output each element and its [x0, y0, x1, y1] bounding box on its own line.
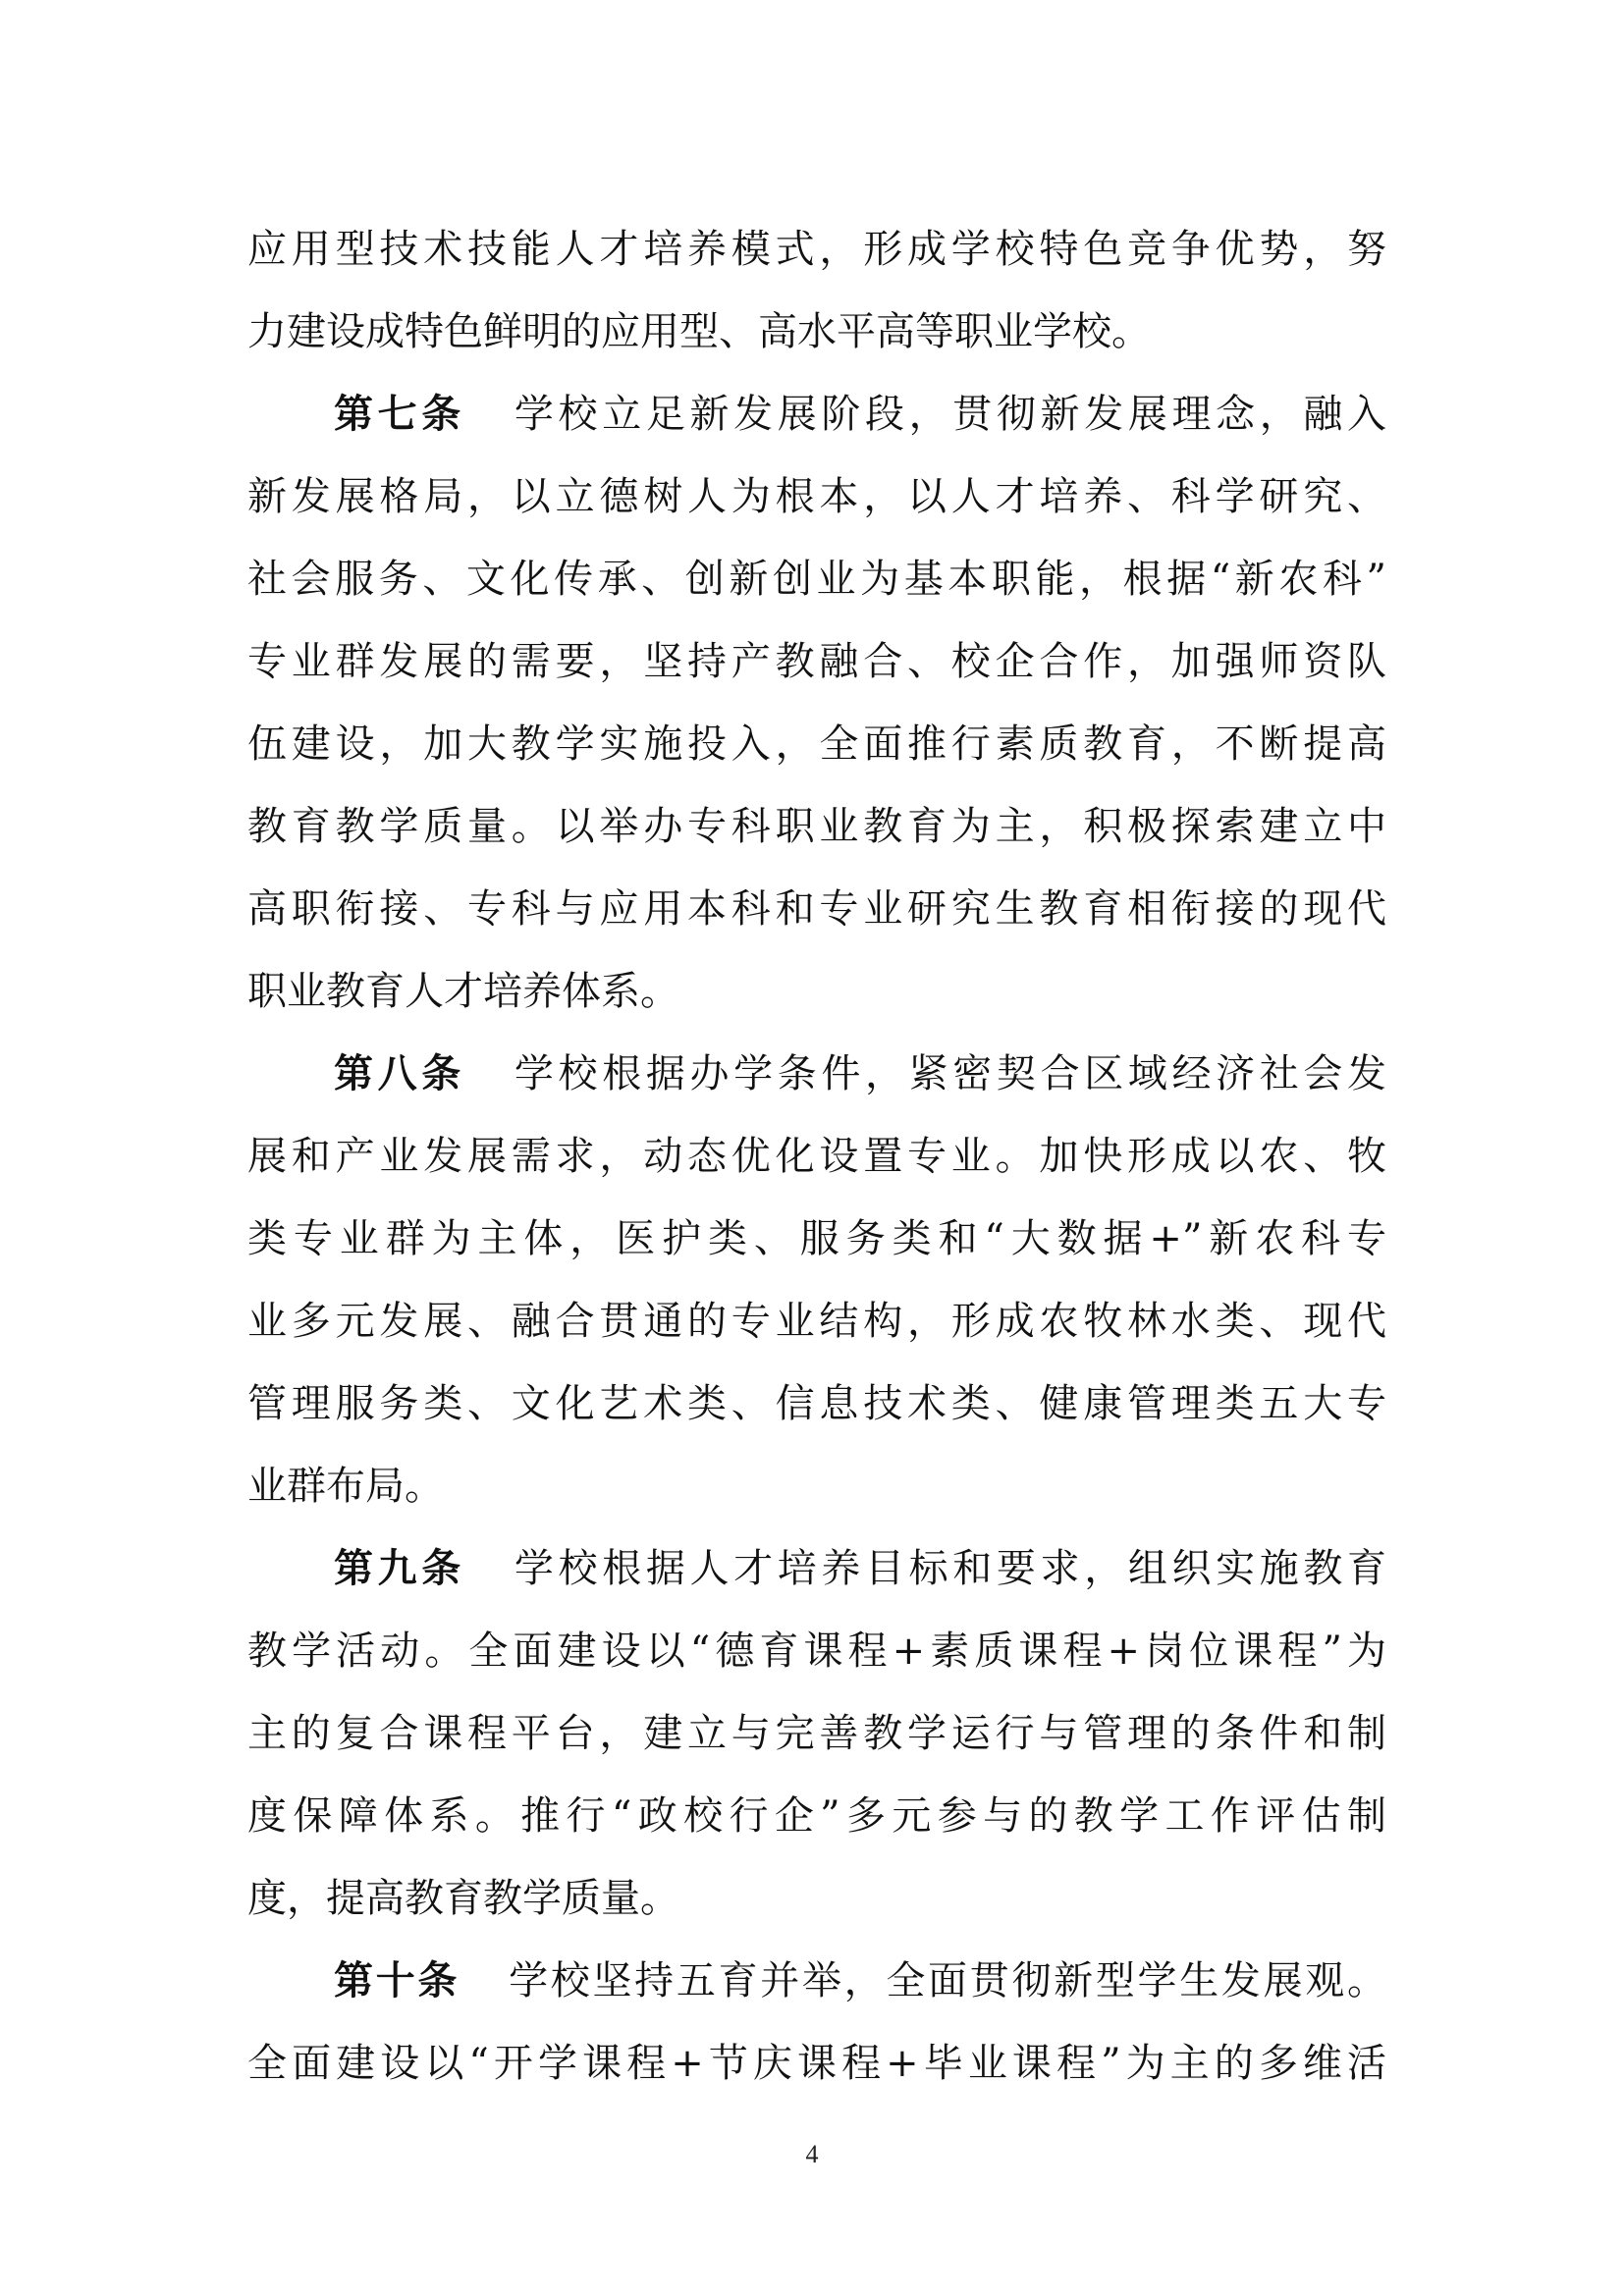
text-line: 职业教育人才培养体系。 — [247, 969, 679, 1014]
article-label: 第八条 — [334, 1050, 465, 1096]
article-label: 第十条 — [334, 1957, 460, 2003]
text-line: 度，提高教育教学质量。 — [247, 1876, 679, 1921]
text-line: 展和产业发展需求，动态优化设置专业。加快形成以农、牧 — [247, 1134, 1386, 1179]
article-10-first-line — [334, 1940, 1386, 2022]
text-line: 力建设成特色鲜明的应用型、高水平高等职业学校。 — [247, 309, 1151, 354]
article-8-first-line — [334, 1033, 1386, 1115]
text-line: 全面建设以“开学课程+节庆课程+毕业课程”为主的多维活 — [247, 2041, 1386, 2086]
text-line: 教育教学质量。以举办专科职业教育为主，积极探索建立中 — [247, 804, 1386, 849]
document-body — [247, 208, 1386, 2105]
text-line: 学校坚持五育并举，全面贯彻新型学生发展观。 — [509, 1958, 1387, 2003]
text-line: 学校根据人才培养目标和要求，组织实施教育 — [514, 1546, 1387, 1591]
text-line: 学校根据办学条件，紧密契合区域经济社会发 — [514, 1051, 1387, 1096]
text-line: 业多元发展、融合贯通的专业结构，形成农牧林水类、现代 — [247, 1299, 1386, 1344]
text-line: 类专业群为主体，医护类、服务类和“大数据+”新农科专 — [247, 1216, 1386, 1261]
text-line: 教学活动。全面建设以“德育课程+素质课程+岗位课程”为 — [247, 1629, 1386, 1674]
article-label: 第九条 — [334, 1545, 465, 1591]
text-line: 业群布局。 — [247, 1464, 444, 1509]
article-7-first-line — [334, 373, 1386, 455]
text-line: 主的复合课程平台，建立与完善教学运行与管理的条件和制 — [247, 1711, 1386, 1756]
text-line: 专业群发展的需要，坚持产教融合、校企合作，加强师资队 — [247, 639, 1386, 684]
text-line: 应用型技术技能人才培养模式，形成学校特色竞争优势，努 — [247, 227, 1386, 272]
text-line: 度保障体系。推行“政校行企”多元参与的教学工作评估制 — [247, 1793, 1386, 1839]
text-line: 管理服务类、文化艺术类、信息技术类、健康管理类五大专 — [247, 1381, 1386, 1426]
text-line: 高职衔接、专科与应用本科和专业研究生教育相衔接的现代 — [247, 886, 1386, 932]
text-line: 伍建设，加大教学实施投入，全面推行素质教育，不断提高 — [247, 721, 1386, 767]
article-9-first-line — [334, 1527, 1386, 1610]
text-line: 社会服务、文化传承、创新创业为基本职能，根据“新农科” — [247, 557, 1386, 602]
text-line: 新发展格局，以立德树人为根本，以人才培养、科学研究、 — [247, 474, 1386, 519]
article-label: 第七条 — [334, 391, 465, 437]
text-line: 学校立足新发展阶段，贯彻新发展理念，融入 — [514, 392, 1387, 437]
page-number: 4 — [805, 2140, 819, 2168]
